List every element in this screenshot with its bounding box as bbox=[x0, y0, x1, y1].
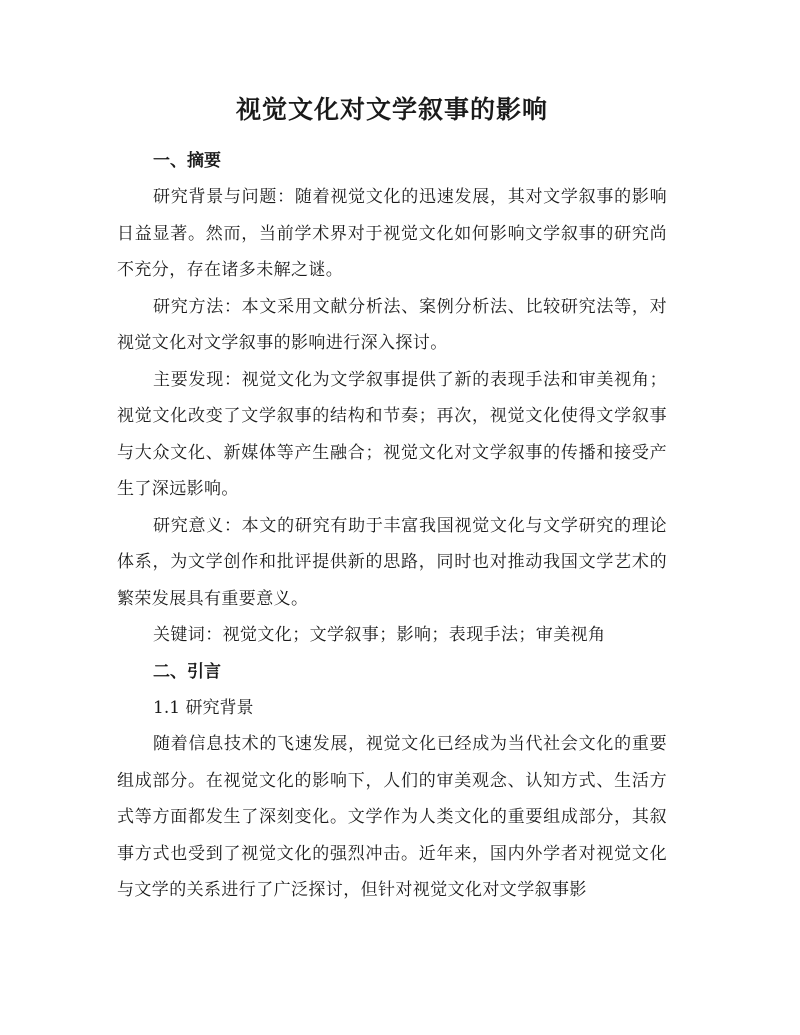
section-heading-abstract: 一、摘要 bbox=[153, 151, 221, 171]
paragraph-research-background: 研究背景与问题：随着视觉文化的迅速发展，其对文学叙事的影响日益显著。然而，当前学术界对于视觉文化如何影响文学叙事的研究尚不充分，存在诸多未解之谜。 bbox=[117, 187, 667, 280]
paragraph-research-method: 研究方法：本文采用文献分析法、案例分析法、比较研究法等，对视觉文化对文学叙事的影响进行深入探讨。 bbox=[117, 296, 667, 353]
document-title: 视觉文化对文学叙事的影响 bbox=[235, 95, 548, 124]
paragraph-research-significance: 研究意义：本文的研究有助于丰富我国视觉文化与文学研究的理论体系，为文学创作和批评提供新的思路，同时也对推动我国文学艺术的繁荣发展具有重要意义。 bbox=[117, 515, 667, 609]
section-abstract bbox=[117, 143, 667, 654]
paragraph-main-findings: 主要发现：视觉文化为文学叙事提供了新的表现手法和审美视角；视觉文化改变了文学叙事的结构和节奏；再次，视觉文化使得文学叙事与大众文化、新媒体等产生融合；视觉文化对文学叙事的传播和接受产生了深远影响。 bbox=[117, 369, 667, 499]
paragraph-keywords: 关键词：视觉文化；文学叙事；影响；表现手法；审美视角 bbox=[153, 625, 606, 645]
paragraph-introduction-body: 随着信息技术的飞速发展，视觉文化已经成为当代社会文化的重要组成部分。在视觉文化的影响下，人们的审美观念、认知方式、生活方式等方面都发生了深刻变化。文学作为人类文化的重要组成部分，其叙事方式也受到了视觉文化的强烈冲击。近年来，国内外学者对视觉文化与文学的关系进行了广泛探讨，但针对视觉文化对文学叙事影 bbox=[117, 734, 667, 900]
section-heading-introduction: 二、引言 bbox=[153, 661, 221, 682]
section-introduction bbox=[117, 654, 667, 909]
subsection-heading-background: 1.1 研究背景 bbox=[153, 697, 254, 718]
document-page bbox=[117, 90, 667, 909]
